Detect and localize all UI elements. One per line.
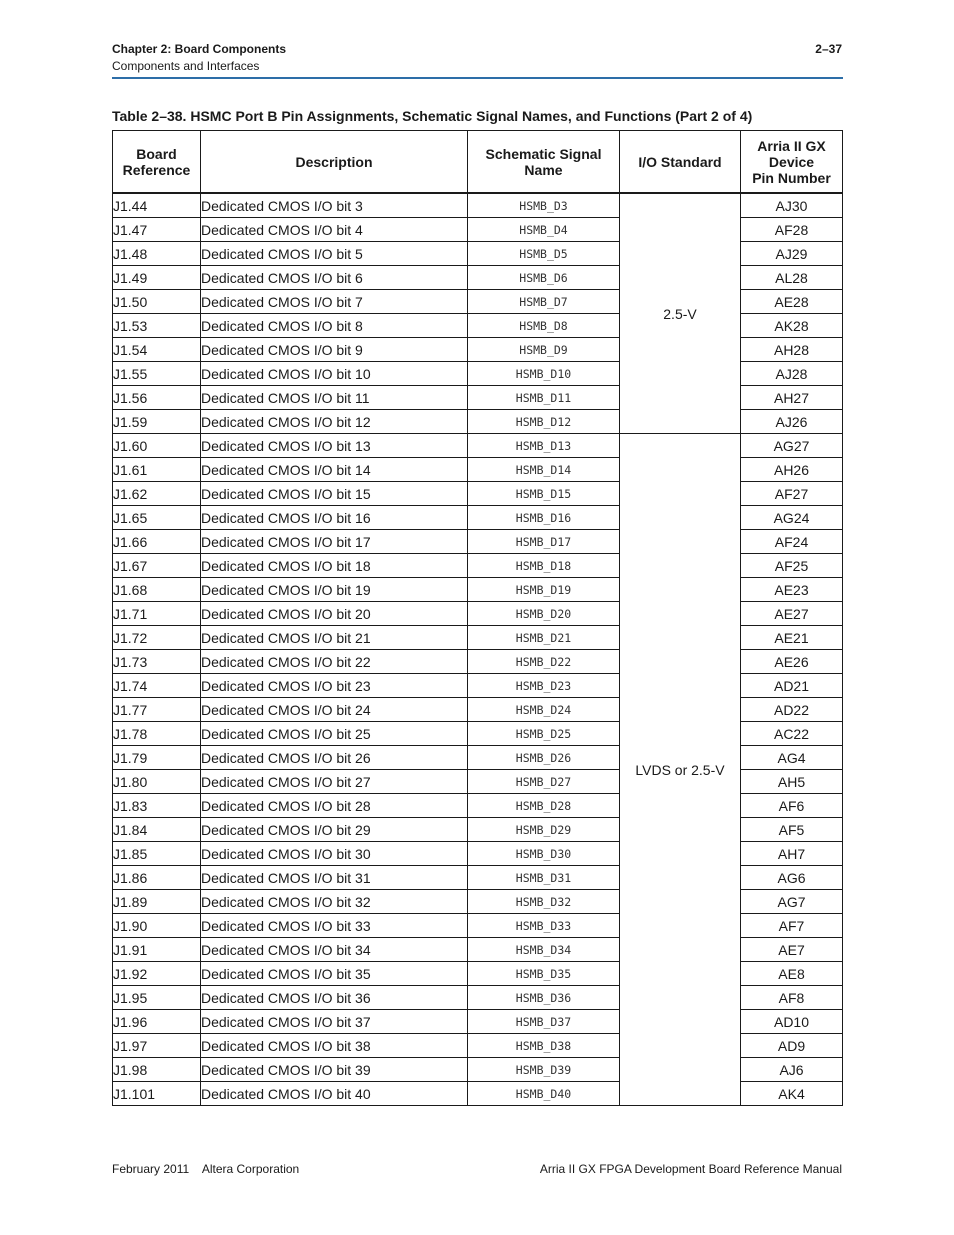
board-reference-cell: J1.60 xyxy=(113,434,201,458)
signal-name-cell: HSMB_D33 xyxy=(468,914,620,938)
board-reference-cell: J1.90 xyxy=(113,914,201,938)
signal-name-cell: HSMB_D27 xyxy=(468,770,620,794)
pin-number-cell: AJ6 xyxy=(741,1058,843,1082)
pin-number-cell: AE7 xyxy=(741,938,843,962)
pin-number-cell: AD10 xyxy=(741,1010,843,1034)
header-rule xyxy=(112,77,843,79)
pin-number-cell: AJ26 xyxy=(741,410,843,434)
board-reference-cell: J1.47 xyxy=(113,218,201,242)
signal-name-cell: HSMB_D7 xyxy=(468,290,620,314)
board-reference-cell: J1.96 xyxy=(113,1010,201,1034)
pin-number-cell: AJ29 xyxy=(741,242,843,266)
signal-name-cell: HSMB_D39 xyxy=(468,1058,620,1082)
pin-number-cell: AG27 xyxy=(741,434,843,458)
io-standard-cell: LVDS or 2.5-V xyxy=(620,434,741,1106)
description-cell: Dedicated CMOS I/O bit 22 xyxy=(201,650,468,674)
description-cell: Dedicated CMOS I/O bit 39 xyxy=(201,1058,468,1082)
pin-number-cell: AG6 xyxy=(741,866,843,890)
board-reference-cell: J1.49 xyxy=(113,266,201,290)
pin-number-cell: AH5 xyxy=(741,770,843,794)
board-reference-cell: J1.85 xyxy=(113,842,201,866)
signal-name-cell: HSMB_D34 xyxy=(468,938,620,962)
description-cell: Dedicated CMOS I/O bit 20 xyxy=(201,602,468,626)
io-standard-cell: 2.5-V xyxy=(620,193,741,434)
table-header-row xyxy=(113,131,843,194)
board-reference-cell: J1.65 xyxy=(113,506,201,530)
board-reference-cell: J1.97 xyxy=(113,1034,201,1058)
board-reference-cell: J1.79 xyxy=(113,746,201,770)
board-reference-cell: J1.92 xyxy=(113,962,201,986)
board-reference-cell: J1.77 xyxy=(113,698,201,722)
description-cell: Dedicated CMOS I/O bit 18 xyxy=(201,554,468,578)
board-reference-cell: J1.54 xyxy=(113,338,201,362)
pin-number-cell: AL28 xyxy=(741,266,843,290)
description-cell: Dedicated CMOS I/O bit 24 xyxy=(201,698,468,722)
description-cell: Dedicated CMOS I/O bit 10 xyxy=(201,362,468,386)
board-reference-cell: J1.95 xyxy=(113,986,201,1010)
description-cell: Dedicated CMOS I/O bit 13 xyxy=(201,434,468,458)
board-reference-cell: J1.80 xyxy=(113,770,201,794)
pin-number-cell: AE8 xyxy=(741,962,843,986)
signal-name-cell: HSMB_D32 xyxy=(468,890,620,914)
description-cell: Dedicated CMOS I/O bit 19 xyxy=(201,578,468,602)
description-cell: Dedicated CMOS I/O bit 16 xyxy=(201,506,468,530)
footer-manual-title: Arria II GX FPGA Development Board Reference Manual xyxy=(539,1162,842,1176)
board-reference-cell: J1.89 xyxy=(113,890,201,914)
col-header-pin-number: Arria II GX Device Pin Number xyxy=(741,131,843,194)
signal-name-cell: HSMB_D12 xyxy=(468,410,620,434)
signal-name-cell: HSMB_D21 xyxy=(468,626,620,650)
description-cell: Dedicated CMOS I/O bit 35 xyxy=(201,962,468,986)
signal-name-cell: HSMB_D5 xyxy=(468,242,620,266)
col-header-io-standard: I/O Standard xyxy=(620,131,741,194)
pin-number-cell: AF7 xyxy=(741,914,843,938)
board-reference-cell: J1.67 xyxy=(113,554,201,578)
signal-name-cell: HSMB_D37 xyxy=(468,1010,620,1034)
signal-name-cell: HSMB_D13 xyxy=(468,434,620,458)
pin-number-cell: AE23 xyxy=(741,578,843,602)
board-reference-cell: J1.71 xyxy=(113,602,201,626)
description-cell: Dedicated CMOS I/O bit 34 xyxy=(201,938,468,962)
pin-number-cell: AE28 xyxy=(741,290,843,314)
signal-name-cell: HSMB_D25 xyxy=(468,722,620,746)
description-cell: Dedicated CMOS I/O bit 29 xyxy=(201,818,468,842)
board-reference-cell: J1.44 xyxy=(113,193,201,218)
description-cell: Dedicated CMOS I/O bit 40 xyxy=(201,1082,468,1106)
pin-number-cell: AE27 xyxy=(741,602,843,626)
description-cell: Dedicated CMOS I/O bit 37 xyxy=(201,1010,468,1034)
pin-number-cell: AG24 xyxy=(741,506,843,530)
description-cell: Dedicated CMOS I/O bit 33 xyxy=(201,914,468,938)
signal-name-cell: HSMB_D35 xyxy=(468,962,620,986)
description-cell: Dedicated CMOS I/O bit 28 xyxy=(201,794,468,818)
table-body xyxy=(113,193,843,1106)
signal-name-cell: HSMB_D29 xyxy=(468,818,620,842)
pin-number-cell: AF6 xyxy=(741,794,843,818)
pin-number-cell: AE21 xyxy=(741,626,843,650)
col-header-signal-name: Schematic Signal Name xyxy=(468,131,620,194)
board-reference-cell: J1.73 xyxy=(113,650,201,674)
board-reference-cell: J1.48 xyxy=(113,242,201,266)
pin-number-cell: AF5 xyxy=(741,818,843,842)
description-cell: Dedicated CMOS I/O bit 17 xyxy=(201,530,468,554)
description-cell: Dedicated CMOS I/O bit 38 xyxy=(201,1034,468,1058)
page-number: 2–37 xyxy=(815,42,842,56)
pin-number-cell: AD9 xyxy=(741,1034,843,1058)
board-reference-cell: J1.72 xyxy=(113,626,201,650)
description-cell: Dedicated CMOS I/O bit 11 xyxy=(201,386,468,410)
pin-number-cell: AF28 xyxy=(741,218,843,242)
pin-number-cell: AF25 xyxy=(741,554,843,578)
board-reference-cell: J1.61 xyxy=(113,458,201,482)
board-reference-cell: J1.53 xyxy=(113,314,201,338)
board-reference-cell: J1.84 xyxy=(113,818,201,842)
signal-name-cell: HSMB_D38 xyxy=(468,1034,620,1058)
signal-name-cell: HSMB_D28 xyxy=(468,794,620,818)
description-cell: Dedicated CMOS I/O bit 5 xyxy=(201,242,468,266)
pin-number-cell: AD22 xyxy=(741,698,843,722)
signal-name-cell: HSMB_D20 xyxy=(468,602,620,626)
signal-name-cell: HSMB_D9 xyxy=(468,338,620,362)
signal-name-cell: HSMB_D17 xyxy=(468,530,620,554)
description-cell: Dedicated CMOS I/O bit 12 xyxy=(201,410,468,434)
signal-name-cell: HSMB_D31 xyxy=(468,866,620,890)
signal-name-cell: HSMB_D16 xyxy=(468,506,620,530)
pin-assignment-table xyxy=(112,130,843,1106)
description-cell: Dedicated CMOS I/O bit 3 xyxy=(201,193,468,218)
pin-number-cell: AC22 xyxy=(741,722,843,746)
pin-number-cell: AF8 xyxy=(741,986,843,1010)
description-cell: Dedicated CMOS I/O bit 27 xyxy=(201,770,468,794)
board-reference-cell: J1.55 xyxy=(113,362,201,386)
pin-number-cell: AH28 xyxy=(741,338,843,362)
description-cell: Dedicated CMOS I/O bit 6 xyxy=(201,266,468,290)
description-cell: Dedicated CMOS I/O bit 36 xyxy=(201,986,468,1010)
signal-name-cell: HSMB_D26 xyxy=(468,746,620,770)
board-reference-cell: J1.86 xyxy=(113,866,201,890)
description-cell: Dedicated CMOS I/O bit 26 xyxy=(201,746,468,770)
description-cell: Dedicated CMOS I/O bit 31 xyxy=(201,866,468,890)
board-reference-cell: J1.98 xyxy=(113,1058,201,1082)
signal-name-cell: HSMB_D8 xyxy=(468,314,620,338)
signal-name-cell: HSMB_D30 xyxy=(468,842,620,866)
signal-name-cell: HSMB_D4 xyxy=(468,218,620,242)
pin-number-cell: AF27 xyxy=(741,482,843,506)
signal-name-cell: HSMB_D15 xyxy=(468,482,620,506)
signal-name-cell: HSMB_D10 xyxy=(468,362,620,386)
signal-name-cell: HSMB_D6 xyxy=(468,266,620,290)
footer-date-company: February 2011 Altera Corporation xyxy=(112,1162,300,1176)
col-header-description: Description xyxy=(201,131,468,194)
signal-name-cell: HSMB_D23 xyxy=(468,674,620,698)
description-cell: Dedicated CMOS I/O bit 8 xyxy=(201,314,468,338)
pin-number-cell: AD21 xyxy=(741,674,843,698)
description-cell: Dedicated CMOS I/O bit 32 xyxy=(201,890,468,914)
board-reference-cell: J1.50 xyxy=(113,290,201,314)
signal-name-cell: HSMB_D22 xyxy=(468,650,620,674)
table-caption: Table 2–38. HSMC Port B Pin Assignments, Schematic Signal Names, and Functions (Part 2 of 4) xyxy=(112,108,753,124)
signal-name-cell: HSMB_D14 xyxy=(468,458,620,482)
description-cell: Dedicated CMOS I/O bit 25 xyxy=(201,722,468,746)
col-header-board-reference: Board Reference xyxy=(113,131,201,194)
signal-name-cell: HSMB_D11 xyxy=(468,386,620,410)
signal-name-cell: HSMB_D18 xyxy=(468,554,620,578)
board-reference-cell: J1.101 xyxy=(113,1082,201,1106)
board-reference-cell: J1.56 xyxy=(113,386,201,410)
description-cell: Dedicated CMOS I/O bit 15 xyxy=(201,482,468,506)
description-cell: Dedicated CMOS I/O bit 30 xyxy=(201,842,468,866)
pin-number-cell: AJ30 xyxy=(741,193,843,218)
description-cell: Dedicated CMOS I/O bit 23 xyxy=(201,674,468,698)
description-cell: Dedicated CMOS I/O bit 14 xyxy=(201,458,468,482)
signal-name-cell: HSMB_D24 xyxy=(468,698,620,722)
chapter-title: Chapter 2: Board Components xyxy=(112,42,287,56)
pin-number-cell: AK4 xyxy=(741,1082,843,1106)
description-cell: Dedicated CMOS I/O bit 7 xyxy=(201,290,468,314)
pin-number-cell: AH26 xyxy=(741,458,843,482)
section-title: Components and Interfaces xyxy=(112,59,260,73)
page-header xyxy=(112,42,842,78)
board-reference-cell: J1.59 xyxy=(113,410,201,434)
description-cell: Dedicated CMOS I/O bit 9 xyxy=(201,338,468,362)
pin-number-cell: AG7 xyxy=(741,890,843,914)
board-reference-cell: J1.66 xyxy=(113,530,201,554)
pin-number-cell: AG4 xyxy=(741,746,843,770)
board-reference-cell: J1.91 xyxy=(113,938,201,962)
board-reference-cell: J1.83 xyxy=(113,794,201,818)
pin-number-cell: AE26 xyxy=(741,650,843,674)
board-reference-cell: J1.78 xyxy=(113,722,201,746)
board-reference-cell: J1.68 xyxy=(113,578,201,602)
pin-number-cell: AF24 xyxy=(741,530,843,554)
signal-name-cell: HSMB_D19 xyxy=(468,578,620,602)
table-row xyxy=(113,193,843,218)
description-cell: Dedicated CMOS I/O bit 21 xyxy=(201,626,468,650)
signal-name-cell: HSMB_D40 xyxy=(468,1082,620,1106)
pin-number-cell: AJ28 xyxy=(741,362,843,386)
signal-name-cell: HSMB_D36 xyxy=(468,986,620,1010)
board-reference-cell: J1.62 xyxy=(113,482,201,506)
signal-name-cell: HSMB_D3 xyxy=(468,193,620,218)
pin-number-cell: AK28 xyxy=(741,314,843,338)
board-reference-cell: J1.74 xyxy=(113,674,201,698)
pin-number-cell: AH27 xyxy=(741,386,843,410)
pin-number-cell: AH7 xyxy=(741,842,843,866)
table-row xyxy=(113,434,843,458)
description-cell: Dedicated CMOS I/O bit 4 xyxy=(201,218,468,242)
